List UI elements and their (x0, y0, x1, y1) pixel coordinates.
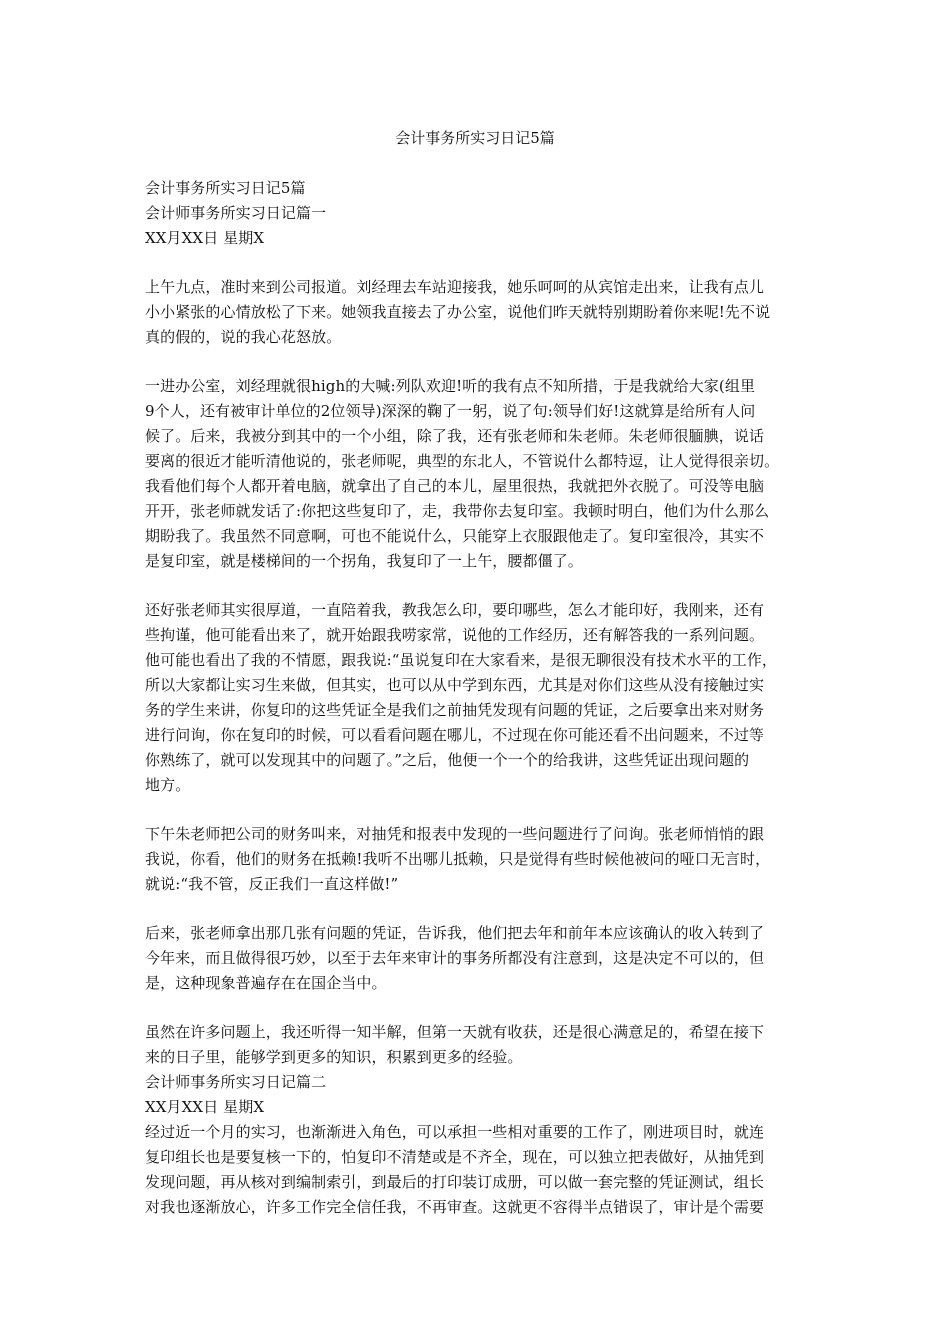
text-line: 进行问询，你在复印的时候，可以看看问题在哪儿，不过现在你可能还看不出问题来，不过等 (145, 726, 765, 744)
document-title: 会计事务所实习日记5篇 (395, 129, 555, 147)
text-line: 9个人，还有被审计单位的2位领导)深深的鞠了一躬，说了句:领导们好!这就算是给所有人问 (145, 402, 756, 420)
text-line: 来的日子里，能够学到更多的知识，积累到更多的经验。 (145, 1048, 523, 1066)
text-line: 上午九点，准时来到公司报道。刘经理去车站迎接我，她乐呵呵的从宾馆走出来，让我有点儿 (145, 278, 765, 296)
text-line: 地方。 (145, 776, 191, 794)
text-line: 就说:“我不管，反正我们一直这样做!” (145, 875, 399, 893)
text-line: 发现问题，再从核对到编制索引，到最后的打印装订成册，可以做一套完整的凭证测试，组长 (145, 1173, 765, 1191)
paragraph-gap (145, 897, 805, 921)
text-line: 是复印室，就是楼梯间的一个拐角，我复印了一上午，腰都僵了。 (145, 552, 583, 570)
paragraph (145, 822, 805, 897)
text-line: 我说，你看，他们的财务在抵赖!我听不出哪儿抵赖，只是觉得有些时候他被问的哑口无言时， (145, 850, 771, 868)
paragraph-gap (145, 996, 805, 1020)
paragraph (145, 598, 805, 798)
text-line: 些拘谨，他可能看出来了，就开始跟我唠家常，说他的工作经历，还有解答我的一系列问题。 (145, 626, 765, 644)
header-line: 会计师事务所实习日记篇一 (145, 204, 327, 222)
text-line: 还好张老师其实很厚道，一直陪着我，教我怎么印，要印哪些，怎么才能印好，我刚来，还有 (145, 601, 765, 619)
text-line: 真的假的，说的我心花怒放。 (145, 328, 342, 346)
header-line: 会计事务所实习日记5篇 (145, 179, 306, 197)
text-line: 候了。后来，我被分到其中的一个小组，除了我，还有张老师和朱老师。朱老师很腼腆，说话 (145, 427, 765, 445)
paragraph (145, 1020, 805, 1220)
date-line: XX月XX日 星期X (145, 229, 265, 247)
text-line: 你熟练了，就可以发现其中的问题了。”之后，他便一个一个的给我讲，这些凭证出现问题的 (145, 751, 750, 769)
text-line: 下午朱老师把公司的财务叫来，对抽凭和报表中发现的一些问题进行了问询。张老师悄悄的跟 (145, 825, 765, 843)
text-line: 经过近一个月的实习，也渐渐进入角色，可以承担一些相对重要的工作了，刚进项目时，就连 (145, 1123, 765, 1141)
paragraph (145, 921, 805, 996)
text-line: 是，这种现象普遍存在在国企当中。 (145, 974, 387, 992)
paragraph-gap (145, 350, 805, 374)
text-line: 对我也逐渐放心，许多工作完全信任我，不再审查。这就更不容得半点错误了，审计是个需要 (145, 1198, 765, 1216)
text-line: 期盼我了。我虽然不同意啊，可也不能说什么，只能穿上衣服跟他走了。复印室很冷，其实不 (145, 527, 765, 545)
paragraph (145, 374, 805, 574)
text-line: 开开，张老师就发话了:你把这些复印了，走，我带你去复印室。我顿时明白，他们为什么那么 (145, 502, 770, 520)
text-line: 我看他们每个人都开着电脑，就拿出了自己的本儿，屋里很热，我就把外衣脱了。可没等电脑 (145, 477, 765, 495)
text-line: 所以大家都让实习生来做，但其实，也可以从中学到东西，尤其是对你们这些从没有接触过实 (145, 676, 765, 694)
text-line: 要离的很近才能听清他说的，张老师呢，典型的东北人，不管说什么都特逗，让人觉得很亲切。 (145, 452, 780, 470)
paragraph (145, 275, 805, 350)
text-line: 他可能也看出了我的不情愿，跟我说:“虽说复印在大家看来，是很无聊很没有技术水平的工作， (145, 651, 778, 669)
date-line: XX月XX日 星期X (145, 1098, 265, 1116)
document-body (145, 176, 805, 1220)
text-line: 后来，张老师拿出那几张有问题的凭证，告诉我，他们把去年和前年本应该确认的收入转到了 (145, 924, 765, 942)
text-line: 复印组长也是要复核一下的，怕复印不清楚或是不齐全，现在，可以独立把表做好，从抽凭到 (145, 1148, 765, 1166)
paragraph-gap (145, 574, 805, 598)
paragraph-gap (145, 798, 805, 822)
text-line: 务的学生来讲，你复印的这些凭证全是我们之前抽凭发现有问题的凭证，之后要拿出来对财务 (145, 701, 765, 719)
text-line: 今年来，而且做得很巧妙，以至于去年来审计的事务所都没有注意到，这是决定不可以的，但 (145, 949, 765, 967)
text-line: 虽然在许多问题上，我还听得一知半解，但第一天就有收获，还是很心满意足的，希望在接下 (145, 1023, 765, 1041)
section-heading: 会计师事务所实习日记篇二 (145, 1073, 327, 1091)
paragraph-gap (145, 251, 805, 275)
text-line: 一进办公室，刘经理就很high的大喊:列队欢迎!听的我有点不知所措，于是我就给大家(组里 (145, 377, 756, 395)
text-line: 小小紧张的心情放松了下来。她领我直接去了办公室，说他们昨天就特别期盼着你来呢!先不说 (145, 303, 771, 321)
